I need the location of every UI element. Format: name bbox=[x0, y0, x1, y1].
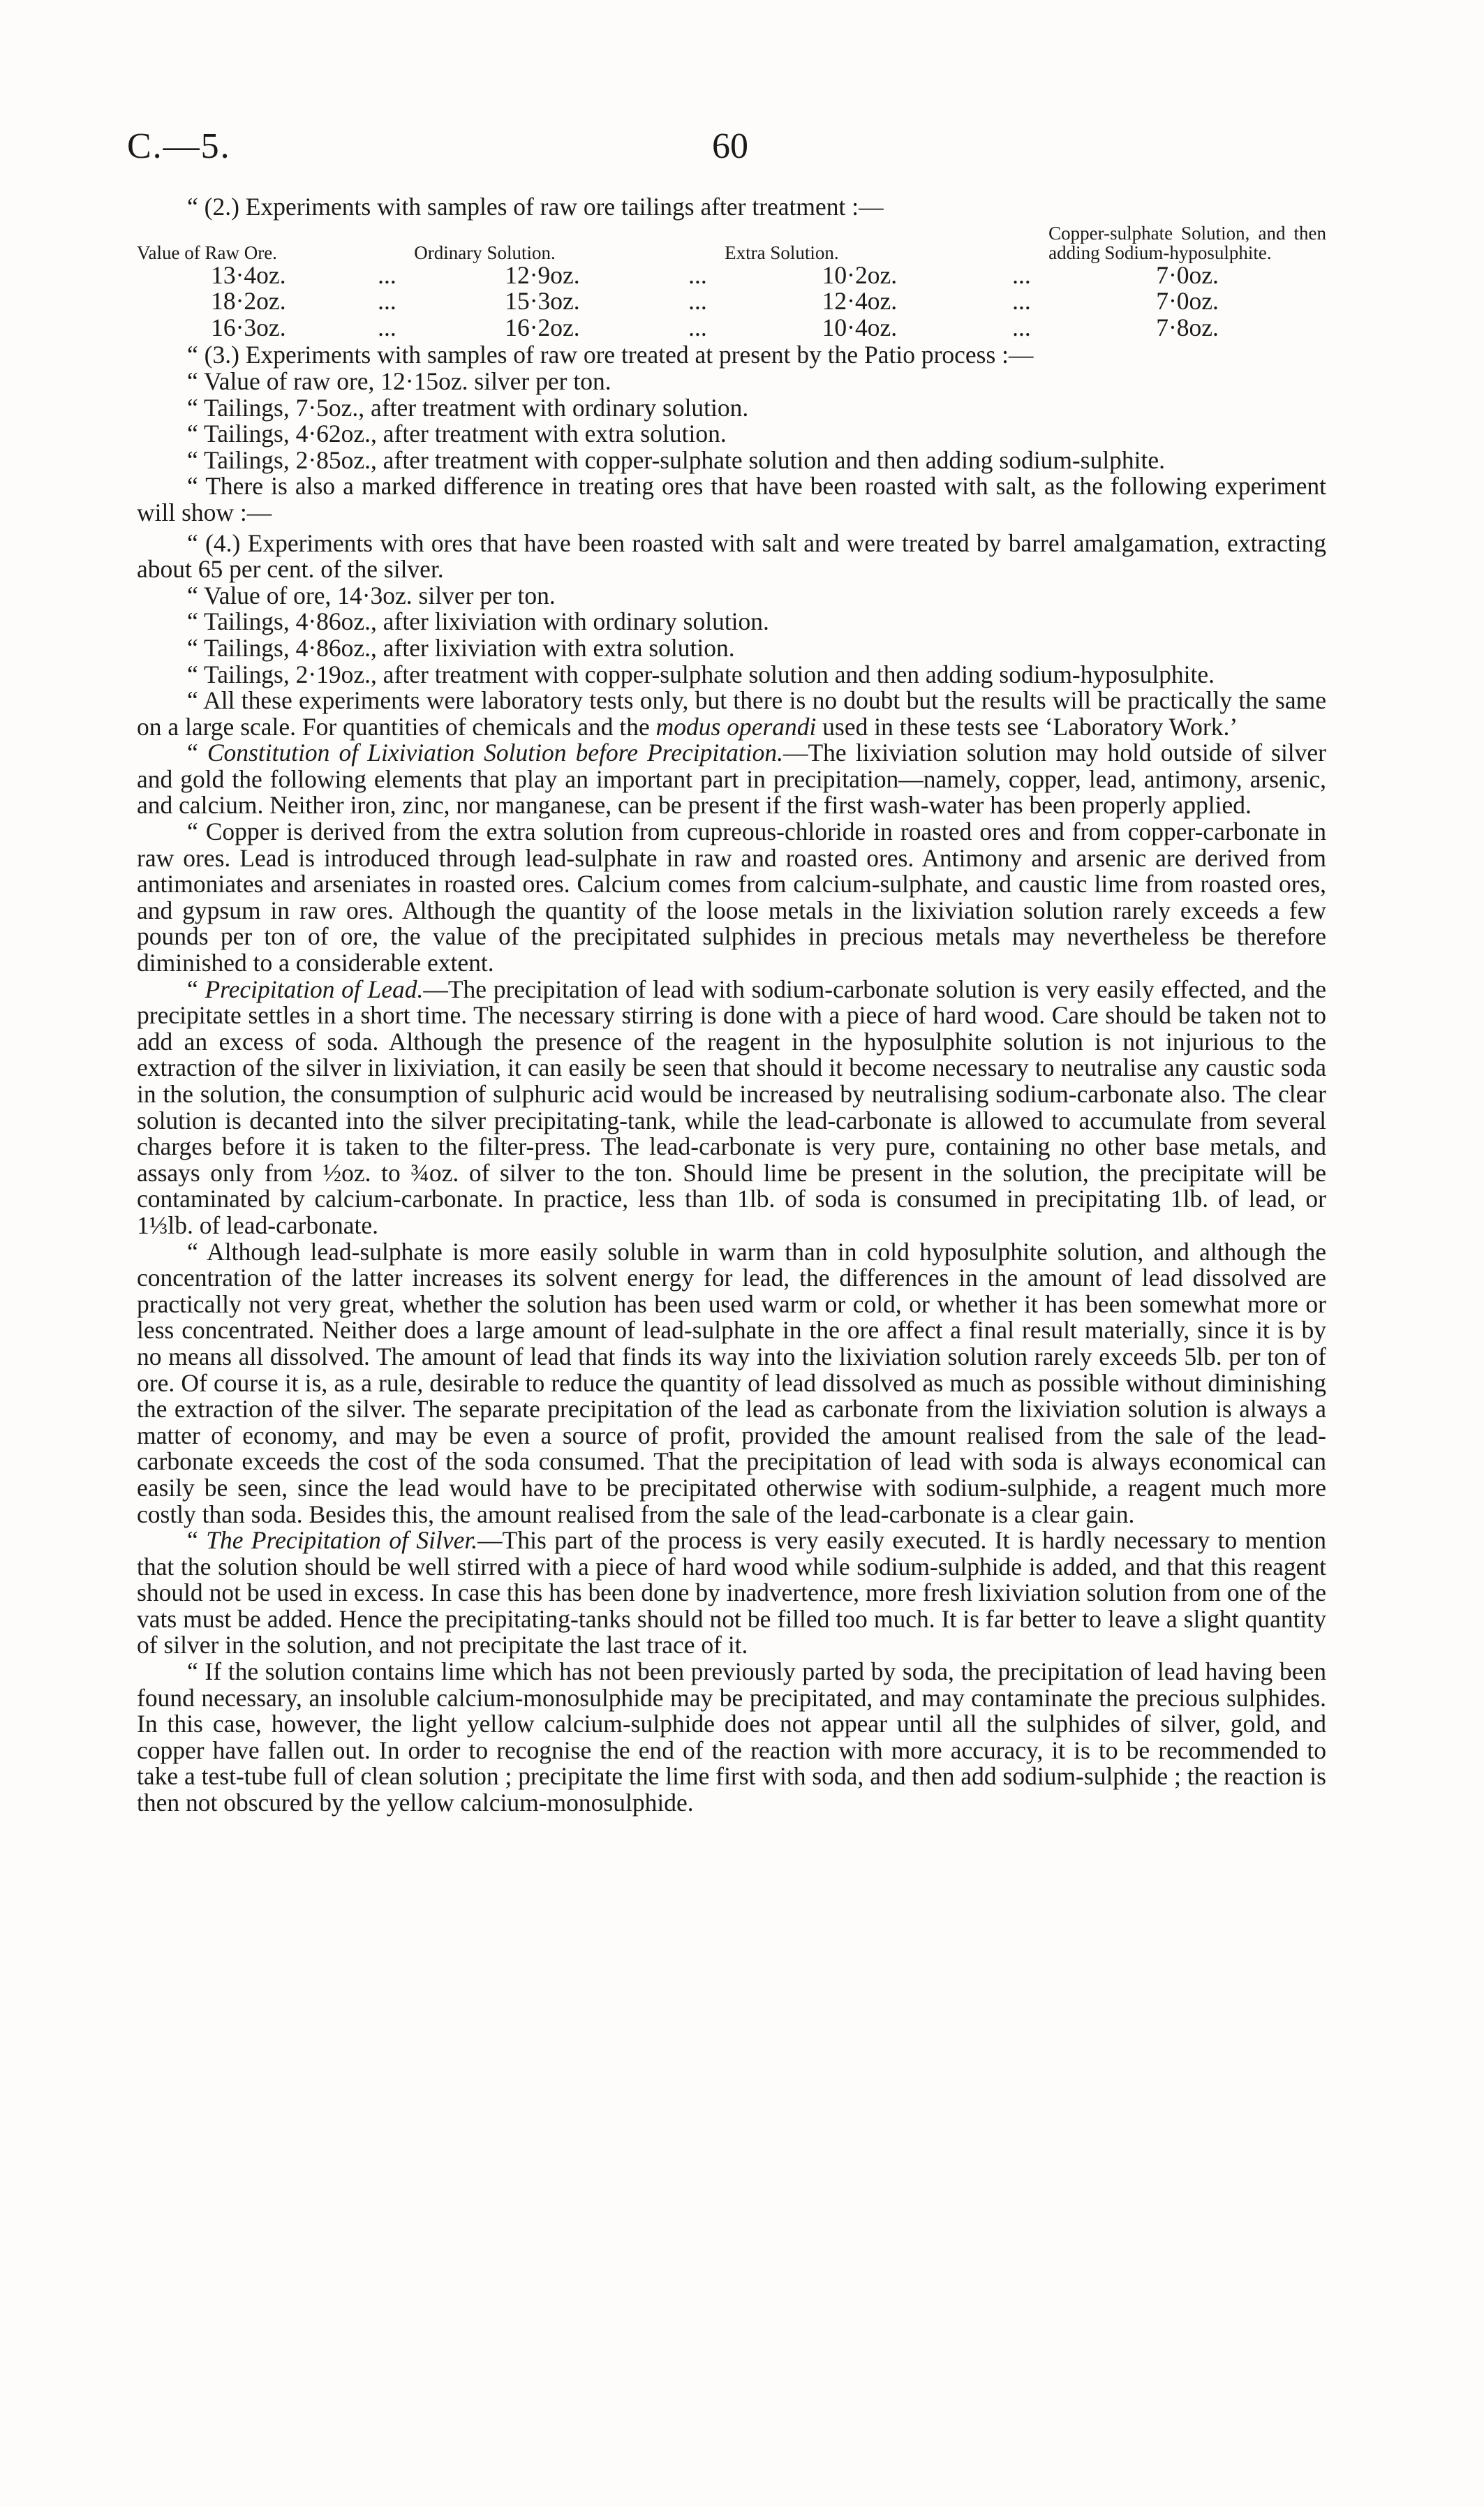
leader-dots: ... bbox=[378, 287, 396, 316]
paragraph-experiment-4-ore-value: “ Value of ore, 14·3oz. silver per ton. bbox=[187, 581, 556, 609]
page-body bbox=[137, 194, 1326, 1817]
table-cell: 12·9oz. bbox=[505, 260, 580, 289]
paragraph-laboratory-tests bbox=[137, 688, 1326, 740]
leader-dots: ... bbox=[1012, 287, 1031, 316]
table-cell: 15·3oz. bbox=[505, 287, 580, 316]
paragraph-experiment-2-intro: “ (2.) Experiments with samples of raw ore tailings after treatment :— bbox=[187, 193, 884, 221]
silver-body: —This part of the process is very easily executed. It is hardly necessary to mention that the solution should be well stirred with a piece of hard wood while sodium-sulphide is added, and that this reagent should not be used in excess. In case this has been done by inadvertence, more fresh lixiviation solution from one of the vats must be added. Hence the precipitating-tanks should not be filled too much. It is far better to leave a slight quantity of silver in the solution, and not precipitate the last trace of it. bbox=[137, 1526, 1327, 1659]
table-cell: 10·2oz. bbox=[822, 260, 898, 289]
laboratory-text-end: used in these tests see ‘Laboratory Work.’ bbox=[816, 712, 1238, 741]
leader-dots: ... bbox=[378, 313, 396, 341]
silver-heading: The Precipitation of Silver. bbox=[206, 1526, 478, 1555]
paragraph-experiment-3-tailings-copper: “ Tailings, 2·85oz., after treatment with copper-sulphate solution and then adding sodium-sulphite. bbox=[187, 445, 1166, 474]
table-row bbox=[137, 288, 1326, 315]
leader-dots: ... bbox=[1012, 313, 1031, 341]
paragraph-experiment-3-intro: “ (3.) Experiments with samples of raw ore treated at present by the Patio process :— bbox=[187, 341, 1034, 369]
table-header-row bbox=[137, 223, 1326, 262]
paragraph-experiment-4-tailings-copper: “ Tailings, 2·19oz., after treatment with copper-sulphate solution and then adding sodium-hyposulphite. bbox=[187, 660, 1215, 688]
ore-results-table bbox=[137, 223, 1326, 341]
paragraph-experiment-3-raw-value: “ Value of raw ore, 12·15oz. silver per ton. bbox=[187, 367, 611, 395]
table-row bbox=[137, 262, 1326, 289]
paragraph-copper-sources: “ Copper is derived from the extra solution from cupreous-chloride in roasted ores and from copper-carbonate in raw ores. Lead is introduced through lead-sulphate in raw and roasted ores. Antimony and arsenic are derived from antimoniates and arseniates in roasted ores. Calcium comes from calcium-sulphate, and caustic lime from roasted ores, and gypsum in raw ores. Although the quantity of the loose metals in the lixiviation solution rarely exceeds a few pounds per ton of ore, the value of the precipitated sulphides in precious metals may nevertheless be therefore diminished to a considerable extent. bbox=[137, 818, 1326, 977]
table-cell: 10·4oz. bbox=[822, 313, 898, 341]
page-header bbox=[0, 126, 1484, 182]
column-header-raw-ore: Value of Raw Ore. bbox=[137, 242, 277, 263]
lead-body: —The precipitation of lead with sodium-carbonate solution is very easily effected, and the precipitate settles in a short time. The necessary stirring is done with a piece of hard wood. Care should be taken not to add an excess of soda. Although the presence of the reagent in the hyposulphite solution is not injurious to the extraction of the silver in lixiviation, it can easily be seen that should it become necessary to neutralise any caustic soda in the solution, the consumption of sulphuric acid would be increased by neutralising sodium-carbonate also. The clear solution is decanted into the silver precipitating-tank, while the lead-carbonate is allowed to accumulate from several charges before it is taken to the filter-press. The lead-carbonate is very pure, containing no other base metals, and assays only from ½oz. to ¾oz. of silver to the ton. Should lime be present in the solution, the precipitate will be contaminated by calcium-carbonate. In practice, less than 1lb. of soda is consumed in precipitating 1lb. of lead, or 1⅓lb. of lead-carbonate. bbox=[137, 975, 1326, 1239]
constitution-body: —The lixiviation solution may hold outside of silver and gold the following elements that play an important part in precipitation—namely, copper, lead, antimony, arsenic, and calcium. Neither iron, zinc, nor manganese, can be present if the first wash-water has been properly applied. bbox=[137, 739, 1326, 820]
paragraph-constitution: “ Constitution of Lixiviation Solution before Precipitation.—The lixiviation solution may hold outside of silver and gold the following elements that play an important part in precipitation—namely, copper, lead, antimony, arsenic, and calcium. Neither iron, zinc, nor manganese, can be present if the first wash-water has been properly applied. bbox=[137, 739, 1326, 820]
document-reference: C.—5. bbox=[127, 126, 231, 166]
table-row bbox=[137, 315, 1326, 341]
table-cell: 13·4oz. bbox=[211, 260, 286, 289]
column-header-ordinary-solution: Ordinary Solution. bbox=[414, 242, 556, 263]
paragraph-precipitation-of-silver: “ The Precipitation of Silver.—This part of the process is very easily executed. It is hardly necessary to mention that the solution should be well stirred with a piece of hard wood while sodium-sulphide is added, and that this reagent should not be used in excess. In case this has been done by inadvertence, more fresh lixiviation solution from one of the vats must be added. Hence the precipitating-tanks should not be filled too much. It is far better to leave a slight quantity of silver in the solution, and not precipitate the last trace of it. bbox=[137, 1526, 1327, 1659]
leader-dots: ... bbox=[1012, 260, 1031, 289]
paragraph-precipitation-of-lead: “ Precipitation of Lead.—The precipitation of lead with sodium-carbonate solution is very easily effected, and the precipitate settles in a short time. The necessary stirring is done with a piece of hard wood. Care should be taken not to add an excess of soda. Although the presence of the reagent in the hyposulphite solution is not injurious to the extraction of the silver in lixiviation, it can easily be seen that should it become necessary to neutralise any caustic soda in the solution, the consumption of sulphuric acid would be increased by neutralising sodium-carbonate also. The clear solution is decanted into the silver precipitating-tank, while the lead-carbonate is allowed to accumulate from several charges before it is taken to the filter-press. The lead-carbonate is very pure, containing no other base metals, and assays only from ½oz. to ¾oz. of silver to the ton. Should lime be present in the solution, the precipitate will be contaminated by calcium-carbonate. In practice, less than 1lb. of soda is consumed in precipitating 1lb. of lead, or 1⅓lb. of lead-carbonate. bbox=[137, 975, 1326, 1239]
paragraph-lead-sulphate: “ Although lead-sulphate is more easily soluble in warm than in cold hyposulphite solution, and although the concentration of the latter increases its solvent energy for lead, the differences in the amount of lead dissolved are practically not very great, whether the solution has been used warm or cold, or whether it has been somewhat more or less concentrated. Neither does a large amount of lead-sulphate in the ore affect a final result materially, since it is by no means all dissolved. The amount of lead that finds its way into the lixiviation solution rarely exceeds 5lb. per ton of ore. Of course it is, as a rule, desirable to reduce the quantity of lead dissolved as much as possible without diminishing the extraction of the silver. The separate precipitation of the lead as carbonate from the lixiviation solution is always a matter of economy, and may be even a source of profit, provided the amount realised from the sale of the lead-carbonate exceeds the cost of the soda consumed. That the precipitation of lead with soda is always economical can easily be seen, since the lead would have to be precipitated otherwise with sodium-sulphide, a reagent much more costly than soda. Besides this, the amount realised from the sale of the lead-carbonate is a clear gain. bbox=[137, 1237, 1326, 1528]
table-cell: 12·4oz. bbox=[822, 287, 898, 316]
table-cell: 7·8oz. bbox=[1156, 313, 1219, 341]
paragraph-experiment-4-tailings-extra: “ Tailings, 4·86oz., after lixiviation with extra solution. bbox=[187, 633, 735, 662]
leader-dots: ... bbox=[378, 260, 396, 289]
table-cell: 16·2oz. bbox=[505, 313, 580, 341]
lead-heading: Precipitation of Lead. bbox=[205, 975, 424, 1003]
column-header-copper-sulphate: Copper-sulphate Solution, and then adding Sodium-hyposulphite. bbox=[1048, 222, 1326, 263]
page-number: 60 bbox=[712, 126, 748, 166]
leader-dots: ... bbox=[688, 287, 707, 316]
paragraph-experiment-4-intro: “ (4.) Experiments with ores that have been roasted with salt and were treated by barrel amalgamation, extracting about 65 per cent. of the silver. bbox=[137, 528, 1326, 584]
table-cell: 16·3oz. bbox=[211, 313, 286, 341]
table-cell: 18·2oz. bbox=[211, 287, 286, 316]
leader-dots: ... bbox=[688, 313, 707, 341]
table-cell: 7·0oz. bbox=[1156, 287, 1219, 316]
paragraph-lime-precipitation: “ If the solution contains lime which has not been previously parted by soda, the precipitation of lead having been found necessary, an insoluble calcium-monosulphide may be precipitated, and may contaminate the precious sulphides. In this case, however, the light yellow calcium-sulphide does not appear until all the sulphides of silver, gold, and copper have fallen out. In order to recognise the end of the reaction with more accuracy, it is to be recommended to take a test-tube full of clean solution ; precipitate the lime first with soda, and then add sodium-sulphide ; the reaction is then not obscured by the yellow calcium-monosulphide. bbox=[137, 1657, 1326, 1817]
column-header-extra-solution: Extra Solution. bbox=[725, 242, 839, 263]
paragraph-experiment-3-tailings-ordinary: “ Tailings, 7·5oz., after treatment with ordinary solution. bbox=[187, 393, 749, 422]
paragraph-marked-difference: “ There is also a marked difference in treating ores that have been roasted with salt, as the following experiment will show :— bbox=[137, 472, 1326, 526]
leader-dots: ... bbox=[688, 260, 707, 289]
modus-operandi-italic: modus operandi bbox=[655, 712, 817, 741]
paragraph-experiment-3-tailings-extra: “ Tailings, 4·62oz., after treatment with extra solution. bbox=[187, 420, 727, 448]
laboratory-text-start: “ All these experiments were laboratory tests only, but there is no doubt but the results will be practically the same on a large scale. For quantities of chemicals and the bbox=[137, 686, 1326, 741]
paragraph-experiment-4-tailings-ordinary: “ Tailings, 4·86oz., after lixiviation with ordinary solution. bbox=[187, 607, 769, 636]
table-cell: 7·0oz. bbox=[1156, 260, 1219, 289]
constitution-heading: Constitution of Lixiviation Solution before Precipitation. bbox=[207, 739, 783, 767]
